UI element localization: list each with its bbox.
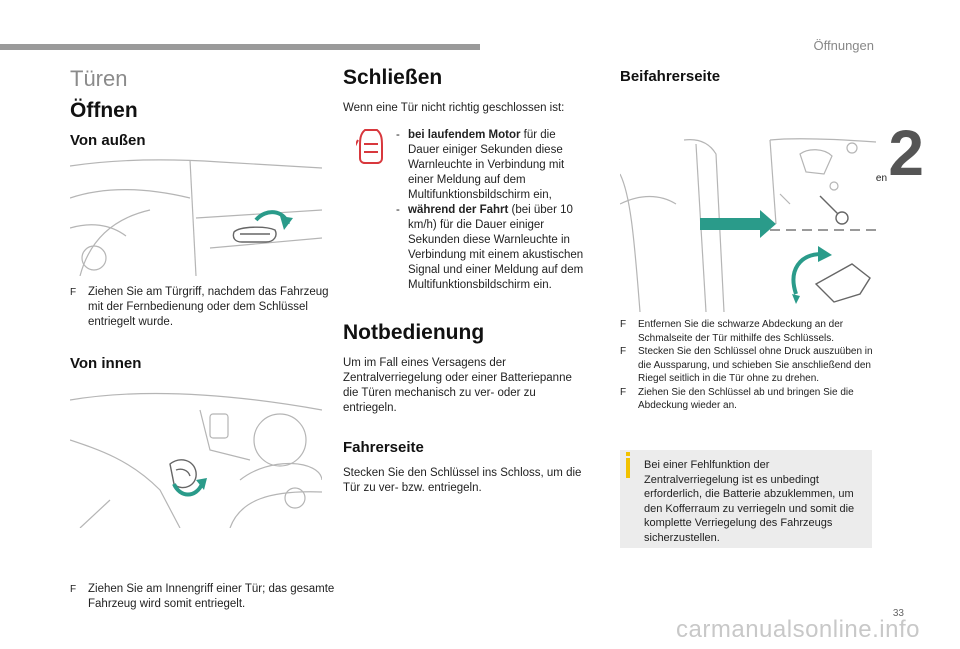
unlock-step: F Entfernen Sie die schwarze Abdeckung an der Schmalseite der Tür mithilfe des Schlüssels. [620, 318, 876, 345]
inside-instruction: F Ziehen Sie am Innengriff einer Tür; das gesamte Fahrzeug wird somit entriegelt. [70, 582, 338, 612]
closing-intro: Wenn eine Tür nicht richtig geschlossen ist: [343, 102, 565, 114]
passenger-door-lock-illustration [620, 134, 876, 312]
inside-heading: Von innen [70, 355, 142, 372]
outside-heading: Von außen [70, 132, 146, 149]
chapter-number: 2 [888, 117, 924, 189]
unlock-step: F Ziehen Sie den Schlüssel ab und bringen Sie die Abdeckung wieder an. [620, 386, 876, 413]
unlock-step: F Stecken Sie den Schlüssel ohne Druck auszuüben in die Aussparung, und schieben Sie anschließend den Riegel seitlich in die Tür ohne zu drehen. [620, 345, 876, 386]
unlock-steps [620, 318, 876, 413]
closing-item-driving-text: (bei über 10 km/h) für die Dauer einiger Sekunden diese Warnleuchte in Verbindung mit einem akustischen Signal und einer Meldung auf dem Multifunktionsbildschirm ein. [408, 204, 584, 291]
inside-door-handle-illustration [70, 380, 322, 528]
info-icon-dot [626, 452, 630, 456]
info-box [620, 450, 872, 548]
closing-item-engine-bold: bei laufendem Motor [408, 129, 521, 141]
opening-heading: Öffnen [70, 99, 138, 122]
door-open-warning-icon [356, 126, 386, 166]
outside-door-handle-illustration [70, 158, 322, 276]
info-text: Bei einer Fehlfunktion der Zentralverriegelung ist es unbedingt erforderlich, die Batterie abzuklemmen, um den Kofferraum zu verriegeln und somit die komplette Verriegelung des Fahrzeugs sicherzustellen. [644, 459, 855, 544]
closing-list [396, 128, 586, 293]
header-bar [0, 44, 480, 50]
outside-instruction: F Ziehen Sie am Türgriff, nachdem das Fahrzeug mit der Fernbedienung oder dem Schlüssel entriegelt wurde. [70, 285, 338, 330]
closing-item-engine: - bei laufendem Motor für die Dauer einiger Sekunden diese Warnleuchte in Verbindung mit einer Meldung auf dem Multifunktionsbildschirm ein, [396, 129, 565, 201]
closing-heading: Schließen [343, 66, 443, 89]
emergency-text: Um im Fall eines Versagens der Zentralverriegelung oder einer Batteriepanne die Türen mechanisch zu ver- oder zu entriegeln. [343, 357, 572, 414]
watermark: carmanualsonline.info [676, 616, 920, 643]
driver-side-heading: Fahrerseite [343, 439, 424, 456]
page-number: 33 [892, 608, 904, 619]
child-lock-check: F Vergewissern Sie sich, dass die Kindersicherung an den hinteren Türen deaktiviert ist. [620, 172, 894, 199]
closing-item-driving-bold: während der Fahrt [408, 204, 509, 216]
page-title: Türen [70, 66, 128, 91]
driver-side-text: Stecken Sie den Schlüssel ins Schloss, um die Tür zu ver- bzw. entriegeln. [343, 467, 582, 494]
closing-item-driving: - während der Fahrt (bei über 10 km/h) für die Dauer einiger Sekunden diese Warnleuchte in Verbindung mit einem akustischen Signal und einer Meldung auf dem Multifunktionsbildschirm ein. [396, 204, 584, 291]
passenger-side-heading: Beifahrerseite [620, 68, 721, 85]
section-title: Öffnungen [813, 38, 874, 53]
closing-item-engine-text: für die Dauer einiger Sekunden diese Warnleuchte in Verbindung mit einer Meldung auf dem Multifunktionsbildschirm ein, [408, 129, 565, 201]
emergency-heading: Notbedienung [343, 321, 485, 344]
info-icon [626, 458, 630, 478]
